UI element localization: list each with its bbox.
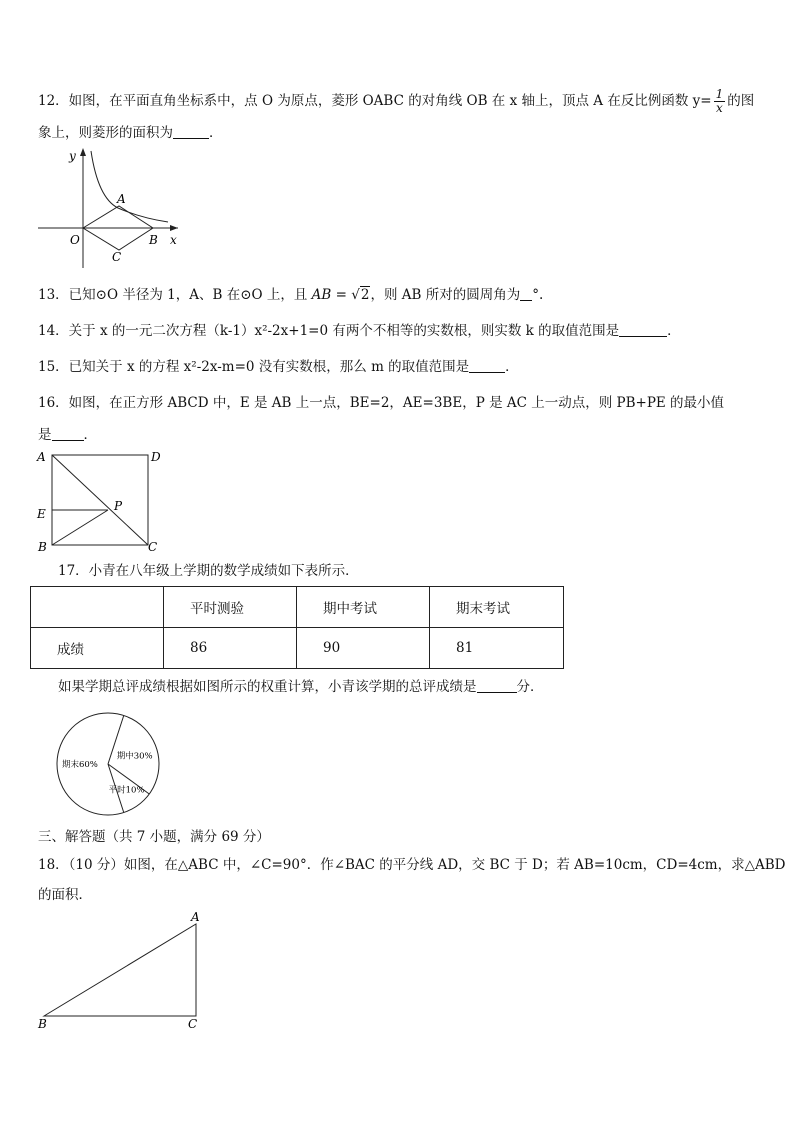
q13-equals: = — [331, 287, 352, 303]
q12-label-b: B — [149, 233, 158, 247]
q16-line2-end: ． — [83, 427, 97, 443]
table-row — [31, 628, 564, 669]
q17-answer-blank — [477, 678, 517, 693]
q12-label-y: y — [69, 149, 76, 163]
q13-answer-blank — [520, 286, 532, 301]
table-header-row — [31, 587, 564, 628]
q13-text-before: 13．已知⊙O 半径为 1，A、B 在⊙O 上，且 — [38, 287, 308, 303]
q12-label-x: x — [170, 233, 177, 247]
q18-line2-text: 的面积． — [38, 887, 92, 903]
q16-figure — [34, 448, 174, 558]
q12-label-a: A — [117, 192, 126, 206]
q14-text: 14．关于 x 的一元二次方程（k-1）x²-2x+1=0 有两个不相等的实数根，则实数 k 的取值范围是 — [38, 323, 620, 339]
q13-sqrt — [351, 286, 370, 304]
q18-label-a: A — [191, 910, 200, 924]
q13-sqrt-sign: √ — [351, 287, 360, 303]
pie-slice-label: 期末60% — [61, 760, 98, 770]
q15-line — [38, 358, 519, 376]
q12-label-o: O — [70, 233, 80, 247]
q15-end: ． — [505, 359, 519, 375]
q12-label-c: C — [112, 250, 122, 264]
q16-label-b: B — [38, 540, 47, 554]
q17-intro-text: 17．小青在八年级上学期的数学成绩如下表所示． — [58, 563, 359, 579]
q13-ab-symbol: AB — [311, 287, 332, 303]
q16-label-a: A — [37, 450, 46, 464]
q16-label-p: P — [114, 499, 123, 513]
table-cell: 86 — [164, 628, 297, 669]
q16-line2-text: 是 — [38, 427, 52, 443]
q16-answer-blank — [52, 426, 84, 441]
q18-label-c: C — [188, 1017, 198, 1031]
q17-question-end: 分． — [516, 679, 544, 695]
q12-answer-blank — [173, 124, 209, 139]
table-header-cell: 期中考试 — [297, 587, 430, 628]
q18-text: 18．（10 分）如图，在△ABC 中，∠C=90°．作∠BAC 的平分线 AD，交 BC 于 D；若 AB=10cm，CD=4cm，求△ABD — [38, 857, 786, 873]
q15-text: 15．已知关于 x 的方程 x²-2x-m=0 没有实数根，那么 m 的取值范围是 — [38, 359, 470, 375]
q12-fraction — [714, 88, 726, 115]
q16-text: 16．如图，在正方形 ABCD 中，E 是 AB 上一点，BE=2，AE=3BE，P 是 AC 上一动点，则 PB+PE 的最小值 — [38, 395, 725, 411]
q17-score-table — [30, 586, 564, 669]
pie-slice-label: 期中30% — [116, 751, 153, 762]
q18-line1 — [38, 856, 785, 874]
q12-figure — [36, 148, 186, 273]
q13-end: °. — [532, 287, 544, 303]
q16-label-e: E — [37, 507, 46, 521]
q17-intro — [58, 562, 359, 580]
q12-line1 — [38, 88, 754, 115]
table-header-cell — [31, 587, 164, 628]
q16-line2 — [38, 426, 97, 444]
table-cell: 81 — [430, 628, 564, 669]
section-heading-text: 三、解答题（共 7 小题，满分 69 分） — [38, 829, 270, 845]
q16-label-c: C — [148, 540, 158, 554]
q12-text-after: 的图 — [727, 93, 755, 109]
q14-end: ． — [667, 323, 681, 339]
q12-line2 — [38, 124, 223, 142]
q18-label-b: B — [38, 1017, 47, 1031]
q14-line — [38, 322, 681, 340]
table-cell: 90 — [297, 628, 430, 669]
q17-pie-chart — [55, 711, 165, 821]
pie-slice-label: 平时10% — [108, 785, 145, 796]
q12-frac-denominator: x — [715, 101, 723, 115]
table-header-cell: 平时测验 — [164, 587, 297, 628]
q18-line2 — [38, 886, 92, 904]
q15-answer-blank — [469, 358, 505, 373]
q16-label-d: D — [151, 450, 161, 464]
q12-line2-end: ． — [209, 125, 223, 141]
table-cell: 成绩 — [31, 628, 164, 669]
q17-question-text: 如果学期总评成绩根据如图所示的权重计算，小青该学期的总评成绩是 — [58, 679, 477, 695]
q12-frac-numerator: 1 — [715, 87, 724, 101]
q13-text-after: ，则 AB 所对的圆周角为 — [370, 287, 521, 303]
q17-question — [58, 678, 544, 696]
table-header-cell: 期末考试 — [430, 587, 564, 628]
q12-line2-text: 象上，则菱形的面积为 — [38, 125, 173, 141]
q16-line1 — [38, 394, 724, 412]
section-heading — [38, 828, 270, 846]
q12-text-before: 12．如图，在平面直角坐标系中，点 O 为原点，菱形 OABC 的对角线 OB 在 x 轴上，顶点 A 在反比例函数 y= — [38, 93, 712, 109]
q13-radicand: 2 — [360, 287, 370, 303]
q18-figure — [34, 910, 214, 1035]
q13-line — [38, 286, 543, 304]
q14-answer-blank — [619, 322, 667, 337]
